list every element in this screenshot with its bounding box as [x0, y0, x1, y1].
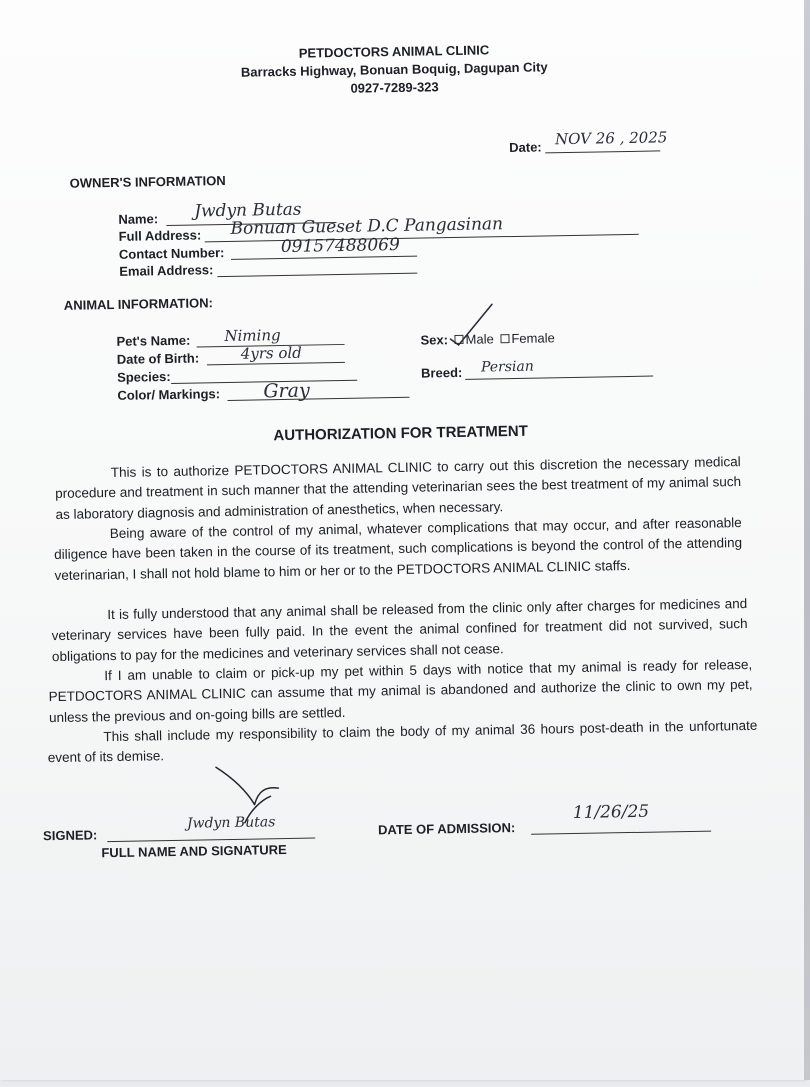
- owner-contact-label: Contact Number:: [118, 245, 225, 262]
- owner-email-label: Email Address:: [119, 262, 214, 279]
- date-label: Date:: [509, 139, 542, 156]
- admission-label: DATE OF ADMISSION:: [377, 820, 516, 838]
- pet-name-value: Niming: [224, 326, 281, 346]
- date-line: [545, 150, 660, 153]
- dob-line: [207, 362, 345, 365]
- signer-name: Jwdyn Butas: [186, 814, 276, 832]
- paragraph-5: This shall include my responsibility to claim the body of my animal 36 hours post-death in the unfortunate event of its demise.: [47, 717, 758, 766]
- color-value: Gray: [263, 379, 310, 403]
- paragraph-1: This is to authorize PETDOCTORS ANIMAL CLINIC to carry out this discretion the necessary medical procedure and treatment in such manner that the attending veterinarian sees the best treatment of my animal such as laboratory diagnosis and administration of anesthetics, when necessary.: [55, 454, 742, 522]
- owner-address-label: Full Address:: [118, 227, 202, 244]
- admission-value: 11/26/25: [572, 801, 650, 824]
- owner-address-value: Bonuan Gueset D.C Pangasinan: [230, 214, 504, 239]
- owner-email-line: [217, 273, 417, 277]
- signature-caption: FULL NAME AND SIGNATURE: [101, 842, 287, 861]
- breed-label: Breed:: [420, 364, 463, 381]
- owner-contact-value: 09157488069: [280, 234, 401, 258]
- sex-label: Sex:: [420, 332, 449, 348]
- clinic-address: Barracks Highway, Bonuan Boquig, Dagupan City: [240, 59, 548, 80]
- paragraph-3: It is fully understood that any animal shall be released from the clinic only after charges for medicines and veterinary services have been fully paid. In the event the animal confined for treatment did not survived, such obligations to pay for the medicines and veterinary services shall not cease.: [51, 595, 748, 664]
- paragraph-4: If I am unable to claim or pick-up my pet within 5 days with notice that my animal is ready for release, PETDOCTORS ANIMAL CLINIC can assume that my animal is abandoned and authorize the clinic to own my pet, unless the previous and on-going bills are settled.: [48, 656, 753, 725]
- owner-name-label: Name:: [118, 211, 159, 227]
- clinic-phone: 0927-7289-323: [350, 79, 439, 96]
- species-label: Species:: [116, 368, 171, 385]
- female-option: Female: [511, 330, 555, 347]
- admission-line: [531, 831, 711, 835]
- breed-line: [465, 376, 653, 380]
- owner-name-value: Jwdyn Butas: [194, 199, 302, 222]
- color-label: Color/ Markings:: [117, 386, 221, 403]
- authorization-title: AUTHORIZATION FOR TREATMENT: [273, 422, 528, 445]
- color-line: [228, 397, 410, 401]
- signed-label: SIGNED:: [42, 827, 98, 844]
- dob-value: 4yrs old: [240, 343, 302, 363]
- pet-name-label: Pet's Name:: [116, 332, 191, 349]
- male-option: Male: [465, 331, 494, 347]
- clinic-name: PETDOCTORS ANIMAL CLINIC: [298, 42, 490, 61]
- male-check-mark: [446, 298, 507, 349]
- dob-label: Date of Birth:: [116, 350, 200, 367]
- paragraph-2: Being aware of the control of my animal, whatever complications that may occur, and after reasonable diligence have been taken in the course of its treatment, such complications is beyond the control of the attending veterinarian, I shall not hold blame to him or her or to the PETDOCTORS ANIMAL CLINIC staffs.: [54, 515, 743, 583]
- owner-heading: OWNER'S INFORMATION: [69, 172, 226, 191]
- breed-value: Persian: [480, 358, 534, 376]
- animal-heading: ANIMAL INFORMATION:: [63, 295, 213, 313]
- date-value: NOV 26 , 2025: [554, 128, 668, 149]
